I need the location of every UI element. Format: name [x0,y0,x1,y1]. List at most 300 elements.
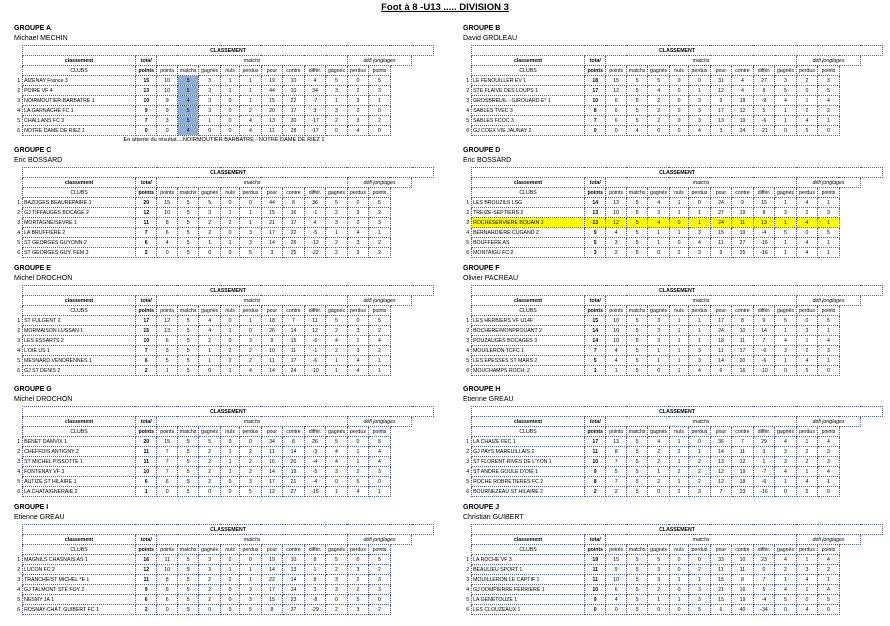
stat-cell: 1 [775,248,797,258]
stat-cell: 4 [732,86,754,96]
stat-cell: 1 [326,228,348,238]
club-name: POIRE VF 4 [23,86,136,96]
club-name: BOUFFERE AS [472,238,585,248]
stat-cell: 5 [177,116,199,126]
stat-cell: 3 [199,96,221,106]
stat-cell: 16 [283,208,305,218]
matchs-label: matchs [606,56,796,66]
stat-cell: 1 [648,595,670,605]
rank: 4 [17,347,21,354]
stat-cell: 0 [775,487,797,497]
column-header: contre [283,66,305,76]
stat-cell: 5 [369,437,391,447]
stat-cell: 5 [177,575,199,585]
stat-cell: 11 [732,218,754,228]
stat-cell: 1 [648,356,670,366]
stat-cell: 1 [689,218,711,228]
stat-cell: 1 [157,366,177,376]
stat-cell: 5 [626,595,648,605]
stat-cell: 0 [220,126,239,136]
stat-cell: 4 [796,605,818,615]
stat-cell: 3 [326,467,348,477]
group-coach: Eric BOSSARD [14,157,63,164]
club-name: LA CHATAIGNERAIE 2 [23,487,136,497]
column-header: matchs [626,66,648,76]
column-header: pour [710,188,732,198]
stat-cell: 1 [669,477,688,487]
stat-cell: 5 [177,316,199,326]
stat-cell: 1 [796,467,818,477]
stat-cell: 2 [689,565,711,575]
stat-cell: 11 [261,356,283,366]
table-row [463,106,883,116]
stat-cell: 7 [157,447,177,457]
stat-cell: 8 [304,575,326,585]
stat-cell: 4 [796,218,818,228]
stat-cell: 13 [157,326,177,336]
stat-cell: -5 [304,467,326,477]
stat-cell: 34 [261,437,283,447]
table-row [463,208,883,218]
stat-cell: 9 [606,565,626,575]
stat-cell: 2 [648,106,670,116]
stat-cell: 0 [818,366,840,376]
table-row [14,366,434,376]
stat-cell: 3 [240,336,262,346]
classement-label: classement [23,296,136,306]
points-label: points [584,306,606,316]
stat-cell: 5 [369,555,391,565]
stat-cell: 3 [648,208,670,218]
stat-cell: 1 [669,575,688,585]
stat-cell: 12 [710,477,732,487]
stat-cell: 2 [347,585,369,595]
header-row-3 [14,188,434,198]
stat-cell: 8 [753,86,775,96]
stat-cell: 7 [732,437,754,447]
stat-cell: 4 [818,437,840,447]
stat-cell: 5 [240,605,262,615]
column-header: différ. [753,188,775,198]
stat-cell: 7 [710,487,732,497]
stat-cell: 1 [669,198,688,208]
table-row [14,487,434,497]
column-header: matchs [626,188,648,198]
column-header: gagnés [326,306,348,316]
column-header: gagnés [199,545,221,555]
stat-cell: 3 [326,575,348,585]
club-name: LA ROCHE VF 3 [472,555,585,565]
stat-cell: 4 [818,585,840,595]
stat-cell: 15 [157,198,177,208]
stat-cell: 7 [753,575,775,585]
stat-cell: 11 [732,447,754,457]
club-name: GJ ST DENIS 2 [23,366,136,376]
stat-cell: 6 [157,228,177,238]
stat-cell: 5 [626,116,648,126]
stat-cell: -4 [304,477,326,487]
stat-cell: 3 [818,457,840,467]
table-row [14,336,434,346]
stat-cell: 2 [369,116,391,126]
table-row [463,76,883,86]
group-header [463,503,883,524]
stat-cell: 5 [626,565,648,575]
stat-cell: 1 [775,238,797,248]
defi-label: défi jonglages [347,535,412,545]
club-name: POUZAUGES BOCAGES 3 [472,336,585,346]
table-row [463,346,883,356]
stat-cell: 5 [626,585,648,595]
stat-cell: 3 [818,208,840,218]
stat-cell: 24 [283,366,305,376]
club-name: MORTAGNE/SEVRE 1 [23,218,136,228]
group-panel [463,503,883,615]
column-header: points [606,66,626,76]
table-row [463,218,883,228]
column-header: gagnés [199,427,221,437]
club-name: SABLES FCOC 3 [472,116,585,126]
defi-label: défi jonglages [796,417,861,427]
stat-cell: 2 [648,457,670,467]
column-header: nuls [220,427,239,437]
stat-cell: 24 [710,218,732,228]
stat-cell: 1 [669,437,688,447]
stat-cell: 3 [796,326,818,336]
stat-cell: 3 [347,116,369,126]
header-row-1 [463,525,883,535]
stat-cell: 5 [775,86,797,96]
column-header: contre [732,66,754,76]
rank: 4 [466,107,470,114]
stat-cell: -8 [304,595,326,605]
column-header: nuls [220,66,239,76]
club-name: MOUILERON TCFC 1 [472,346,585,356]
stat-cell: 8 [606,447,626,457]
stat-cell: 5 [199,437,221,447]
total-points: 14 [584,336,606,346]
rank: 2 [466,566,470,573]
header-row-2 [463,535,883,545]
column-header: perdus [240,66,262,76]
spacer [14,296,23,306]
stat-cell: 0 [689,198,711,208]
stat-cell: 1 [240,86,262,96]
total-points: 18 [584,76,606,86]
stat-cell: 1 [220,86,239,96]
stat-cell: 2 [199,477,221,487]
column-header: points [606,188,626,198]
stat-cell: 3 [199,565,221,575]
group-name: GROUPE F [463,265,500,272]
stat-cell: 13 [710,457,732,467]
club-name: BENET DAMVIX 1 [23,437,136,447]
stat-cell: 10 [157,76,177,86]
group-panel [14,264,434,376]
stat-cell: 12 [732,457,754,467]
stat-cell: 2 [326,605,348,615]
stat-cell: 7 [606,457,626,467]
stat-cell: 4 [796,198,818,208]
stat-cell: 2 [796,208,818,218]
stat-cell: 29 [753,437,775,447]
stat-cell: 2 [369,565,391,575]
group-panel [463,264,883,376]
column-header: perdus [796,66,818,76]
stat-cell: 10 [606,326,626,336]
stat-cell: 1 [220,76,239,86]
table-row [463,126,883,136]
stat-cell: 14 [283,585,305,595]
stat-cell: 0 [648,366,670,376]
column-header: perdus [347,66,369,76]
club-name: GJ DOMPIERRE FERRIERE 1 [472,585,585,595]
column-header: perdus [796,306,818,316]
stat-cell: 0 [669,218,688,228]
stat-cell: 2 [689,457,711,467]
club-name: MOUILLERON LE CAPTIF 1 [472,575,585,585]
matchs-label: matchs [606,178,796,188]
stat-cell: 5 [648,555,670,565]
spacer [463,46,472,56]
stat-cell: 7 [157,457,177,467]
stat-cell: 44 [261,86,283,96]
stat-cell: 2 [199,585,221,595]
spacer [14,525,23,535]
stat-cell: -5 [304,228,326,238]
stat-cell: 2 [775,565,797,575]
total-points: 13 [135,86,157,96]
total-label: total [584,296,606,306]
stat-cell: 8 [157,218,177,228]
clubs-label: CLUBS [23,188,136,198]
header-row-3 [14,545,434,555]
stat-cell: 2 [648,447,670,457]
club-name: LA BRUFFIERE 2 [23,228,136,238]
group-name: GROUPE A [14,25,52,32]
table-row [14,96,434,106]
stat-cell: 1 [220,208,239,218]
stat-cell: 3 [689,346,711,356]
stat-cell: 24 [732,126,754,136]
stat-cell: 4 [732,76,754,86]
club-name: GJ TIFFAUGES BOCAGE 2 [23,208,136,218]
stat-cell: 4 [177,126,199,136]
stat-cell: -12 [304,238,326,248]
stat-cell: 4 [326,447,348,457]
stat-cell: 1 [199,238,221,248]
stat-cell: 2 [606,487,626,497]
club-name: MAGNILS CHASNAIS AS 1 [23,555,136,565]
column-header: pour [710,66,732,76]
stat-cell: 4 [606,595,626,605]
total-points: 6 [135,477,157,487]
rank: 5 [466,596,470,603]
column-header: pour [261,306,283,316]
stat-cell: 4 [796,575,818,585]
stat-cell: 3 [240,238,262,248]
stat-cell: 24 [710,198,732,208]
page-title: Foot à 8 -U13 ..... DIVISION 3 [381,2,509,13]
table-row [14,248,434,258]
table-row [14,575,434,585]
column-header: points [818,427,840,437]
rank: 2 [466,327,470,334]
stat-cell: 1 [775,106,797,116]
stat-cell: 6 [157,477,177,487]
stat-cell: 1 [304,565,326,575]
stat-cell: 4 [689,366,711,376]
stat-cell: 9 [157,96,177,106]
stat-cell: 2 [648,585,670,595]
stat-cell: 0 [818,487,840,497]
stat-cell: 1 [199,356,221,366]
matchs-label: matchs [157,535,347,545]
stat-cell: 0 [689,437,711,447]
stat-cell: 2 [689,477,711,487]
stat-cell: 5 [326,76,348,86]
matchs-label: matchs [157,56,347,66]
stat-cell: 2 [796,106,818,116]
stat-cell: 0 [240,555,262,565]
stat-cell: 0 [326,595,348,605]
stat-cell: 1 [669,208,688,218]
column-header: contre [283,545,305,555]
stat-cell: 4 [626,126,648,136]
stat-cell: 3 [689,487,711,497]
club-name: CHEFFOIS ANTIGNY 2 [23,447,136,457]
rank: 3 [17,219,21,226]
column-header: différ. [304,188,326,198]
stat-cell: 3 [775,447,797,457]
stat-cell: 4 [775,467,797,477]
stat-cell: 5 [177,238,199,248]
total-points: 11 [135,447,157,457]
stat-cell: 0 [220,198,239,208]
column-header: matchs [177,427,199,437]
header-row-1 [463,407,883,417]
column-header: différ. [753,306,775,316]
spacer [463,56,472,66]
stat-cell: 1 [796,437,818,447]
table-row [463,366,883,376]
total-points: 0 [584,126,606,136]
table-row [14,457,434,467]
club-name: LA GARNACHE FC 1 [23,106,136,116]
rank: 6 [17,488,21,495]
stat-cell: 5 [626,555,648,565]
stat-cell: 1 [818,575,840,585]
group-header [14,264,434,285]
stat-cell: 2 [199,575,221,585]
stat-cell: 5 [177,106,199,116]
stat-cell: 3 [347,248,369,258]
stat-cell: 0 [220,106,239,116]
column-header: points [606,306,626,316]
stat-cell: 1 [199,346,221,356]
column-header: points [157,427,177,437]
stat-cell: 0 [220,605,239,615]
rank: 4 [466,586,470,593]
club-name: ST MICHEL PISSOTTE 1 [23,457,136,467]
stat-cell: 4 [326,336,348,346]
stat-cell: 0 [669,96,688,106]
stat-cell: 0 [199,487,221,497]
stat-cell: 1 [220,366,239,376]
stat-cell: 5 [157,346,177,356]
stat-cell: 0 [220,116,239,126]
column-header: pour [710,427,732,437]
stat-cell: 23 [283,595,305,605]
stat-cell: 12 [710,467,732,477]
total-points: 7 [135,116,157,126]
rank: 2 [466,448,470,455]
stat-cell: 25 [283,248,305,258]
stat-cell: 1 [240,96,262,106]
stat-cell: 3 [369,467,391,477]
stat-cell: 4 [606,228,626,238]
total-points: 13 [584,208,606,218]
stat-cell: 6 [606,585,626,595]
spacer [14,168,23,178]
stat-cell: 5 [626,366,648,376]
column-header: perdus [347,306,369,316]
stat-cell: 3 [326,585,348,595]
stat-cell: 0 [369,106,391,116]
header-row-1 [463,168,883,178]
stat-cell: -16 [753,238,775,248]
column-header: perdus [240,188,262,198]
group-header [463,146,883,167]
stat-cell: 1 [220,447,239,457]
total-label: total [135,296,157,306]
classement-label: classement [472,417,585,427]
stat-cell: 1 [818,218,840,228]
group-coach: Olivier PACREAU [463,275,519,282]
column-header: gagnés [775,306,797,316]
column-header: points [369,306,391,316]
stat-cell: 7 [157,467,177,477]
stat-cell: 4 [775,437,797,447]
stat-cell: 5 [626,477,648,487]
club-name: ST ANDRE GOULE D'OIE 1 [472,467,585,477]
stat-cell: -6 [304,356,326,366]
header-row-1 [14,168,434,178]
column-header: points [369,545,391,555]
column-header: gagnés [648,66,670,76]
rank: 5 [17,357,21,364]
stat-cell: 3 [261,248,283,258]
stat-cell: 2 [369,605,391,615]
points-label: points [584,427,606,437]
table-row [463,467,883,477]
stat-cell: 0 [669,555,688,565]
stat-cell: 1 [818,198,840,208]
stat-cell: 18 [732,96,754,106]
stat-cell: 5 [796,126,818,136]
stat-cell: 9 [732,198,754,208]
total-points: 11 [584,575,606,585]
stat-cell: 14 [283,326,305,336]
matchs-label: matchs [606,535,796,545]
stat-cell: 33 [710,555,732,565]
column-header: nuls [220,545,239,555]
stat-cell: 1 [669,595,688,605]
rank: 6 [466,488,470,495]
stat-cell: 1 [775,198,797,208]
stat-cell: 2 [796,76,818,86]
total-points: 9 [135,585,157,595]
